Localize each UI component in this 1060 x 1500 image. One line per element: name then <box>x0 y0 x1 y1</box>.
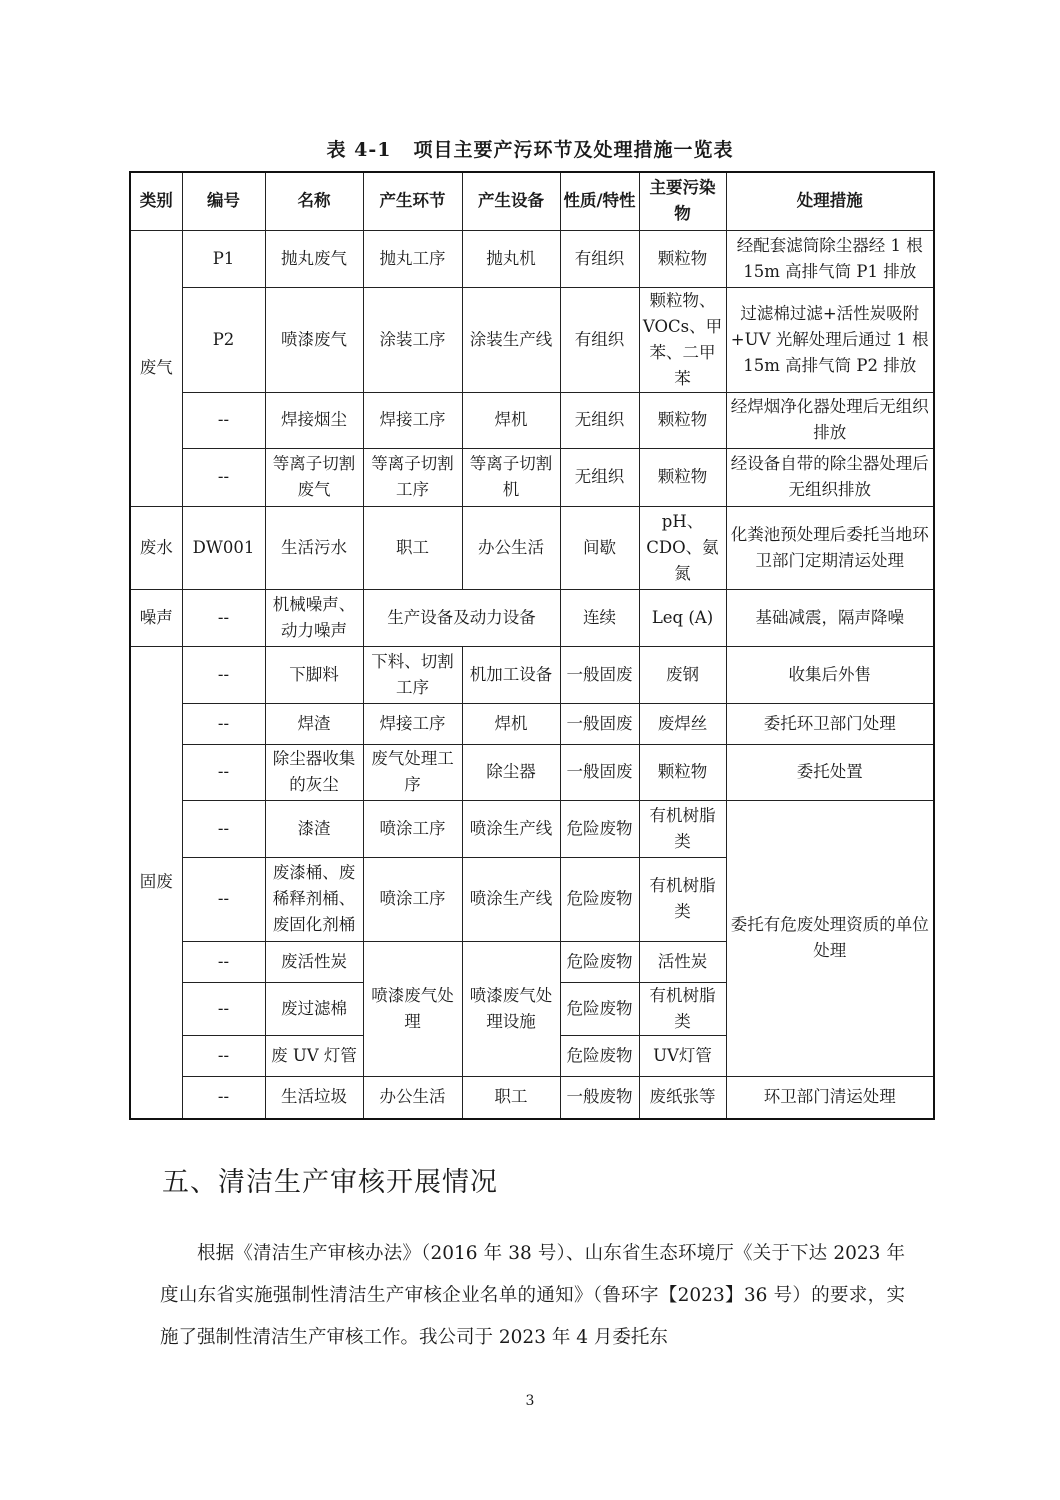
cell-source: 生产设备及动力设备 <box>363 589 560 646</box>
cell-code: -- <box>182 1035 265 1076</box>
header-process: 产生环节 <box>363 172 462 230</box>
cell-pollutant: 颗粒物 <box>639 744 726 800</box>
cell-equipment: 等离子切割机 <box>462 448 560 506</box>
cell-pollutant: 有机树脂类 <box>639 982 726 1035</box>
cell-code: -- <box>182 646 265 703</box>
cell-pollutant: 颗粒物 <box>639 392 726 448</box>
cell-code: -- <box>182 982 265 1035</box>
cell-measure-hazard: 委托有危废处理资质的单位处理 <box>726 800 934 1076</box>
cell-code: P2 <box>182 287 265 392</box>
table-row <box>130 1076 934 1119</box>
table-row <box>130 800 934 857</box>
cell-measure: 收集后外售 <box>726 646 934 703</box>
header-name: 名称 <box>265 172 363 230</box>
cell-nature: 危险废物 <box>560 857 639 941</box>
cell-process: 喷漆废气处理 <box>363 941 462 1076</box>
page-number: 3 <box>525 1393 535 1409</box>
cell-equipment: 涂装生产线 <box>462 287 560 392</box>
table-row <box>130 646 934 703</box>
category-solid: 固废 <box>130 646 182 1119</box>
section-paragraph: 根据《清洁生产审核办法》（2016 年 38 号）、山东省生态环境厅《关于下达 2023 年度山东省实施强制性清洁生产审核企业名单的通知》（鲁环字【2023】36 号）的要求，实施了强制性清洁生产审核工作。我公司于 2023 年 4 月委托东 <box>160 1243 905 1348</box>
cell-process: 喷涂工序 <box>363 800 462 857</box>
category-gas: 废气 <box>130 230 182 506</box>
cell-pollutant: 颗粒物、VOCs、甲苯、二甲苯 <box>639 287 726 392</box>
cell-name: 机械噪声、动力噪声 <box>265 589 363 646</box>
table-row <box>130 392 934 448</box>
table-caption-title: 项目主要产污环节及处理措施一览表 <box>413 139 734 161</box>
cell-pollutant: 废纸张等 <box>639 1076 726 1119</box>
table-row <box>130 703 934 744</box>
cell-nature: 有组织 <box>560 230 639 287</box>
cell-code: -- <box>182 589 265 646</box>
cell-name: 废过滤棉 <box>265 982 363 1035</box>
cell-equipment: 机加工设备 <box>462 646 560 703</box>
cell-process: 等离子切割工序 <box>363 448 462 506</box>
header-pollutant: 主要污染物 <box>639 172 726 230</box>
cell-name: 废 UV 灯管 <box>265 1035 363 1076</box>
cell-nature: 间歇 <box>560 506 639 589</box>
cell-measure: 经焊烟净化器处理后无组织排放 <box>726 392 934 448</box>
cell-nature: 连续 <box>560 589 639 646</box>
cell-equipment: 除尘器 <box>462 744 560 800</box>
cell-name: 废活性炭 <box>265 941 363 982</box>
cell-nature: 一般固废 <box>560 646 639 703</box>
header-equipment: 产生设备 <box>462 172 560 230</box>
cell-code: -- <box>182 800 265 857</box>
table-caption <box>0 135 1060 162</box>
cell-nature: 一般固废 <box>560 703 639 744</box>
cell-name: 喷漆废气 <box>265 287 363 392</box>
cell-nature: 一般固废 <box>560 744 639 800</box>
cell-measure: 化粪池预处理后委托当地环卫部门定期清运处理 <box>726 506 934 589</box>
cell-process: 涂装工序 <box>363 287 462 392</box>
cell-pollutant: 活性炭 <box>639 941 726 982</box>
cell-pollutant: 有机树脂类 <box>639 800 726 857</box>
header-category: 类别 <box>130 172 182 230</box>
category-noise: 噪声 <box>130 589 182 646</box>
cell-name: 焊渣 <box>265 703 363 744</box>
cell-equipment: 喷涂生产线 <box>462 857 560 941</box>
cell-process: 焊接工序 <box>363 392 462 448</box>
cell-equipment: 喷涂生产线 <box>462 800 560 857</box>
cell-name: 下脚料 <box>265 646 363 703</box>
section-heading: 五、清洁生产审核开展情况 <box>162 1167 498 1198</box>
cell-process: 废气处理工序 <box>363 744 462 800</box>
cell-nature: 无组织 <box>560 448 639 506</box>
cell-measure: 环卫部门清运处理 <box>726 1076 934 1119</box>
cell-measure: 委托处置 <box>726 744 934 800</box>
cell-name: 废漆桶、废稀释剂桶、废固化剂桶 <box>265 857 363 941</box>
cell-process: 办公生活 <box>363 1076 462 1119</box>
cell-pollutant: pH、CDO、氨氮 <box>639 506 726 589</box>
cell-nature: 危险废物 <box>560 941 639 982</box>
cell-pollutant: 有机树脂类 <box>639 857 726 941</box>
cell-nature: 有组织 <box>560 287 639 392</box>
cell-name: 生活垃圾 <box>265 1076 363 1119</box>
cell-code: -- <box>182 941 265 982</box>
cell-name: 等离子切割废气 <box>265 448 363 506</box>
cell-nature: 危险废物 <box>560 1035 639 1076</box>
cell-process: 抛丸工序 <box>363 230 462 287</box>
header-row <box>130 172 934 230</box>
cell-name: 焊接烟尘 <box>265 392 363 448</box>
header-nature: 性质/特性 <box>560 172 639 230</box>
cell-equipment: 办公生活 <box>462 506 560 589</box>
cell-name: 除尘器收集的灰尘 <box>265 744 363 800</box>
cell-nature: 一般废物 <box>560 1076 639 1119</box>
table-row <box>130 589 934 646</box>
cell-equipment: 焊机 <box>462 392 560 448</box>
cell-equipment: 喷漆废气处理设施 <box>462 941 560 1076</box>
pollution-table <box>129 171 935 1120</box>
table-row <box>130 744 934 800</box>
cell-equipment: 焊机 <box>462 703 560 744</box>
cell-process: 喷涂工序 <box>363 857 462 941</box>
cell-measure: 过滤棉过滤+活性炭吸附+UV 光解处理后通过 1 根 15m 高排气筒 P2 排放 <box>726 287 934 392</box>
cell-code: -- <box>182 392 265 448</box>
cell-name: 漆渣 <box>265 800 363 857</box>
cell-code: DW001 <box>182 506 265 589</box>
header-code: 编号 <box>182 172 265 230</box>
cell-pollutant: Leq (A) <box>639 589 726 646</box>
cell-measure: 经配套滤筒除尘器经 1 根 15m 高排气筒 P1 排放 <box>726 230 934 287</box>
table-row <box>130 506 934 589</box>
cell-name: 抛丸废气 <box>265 230 363 287</box>
cell-code: -- <box>182 448 265 506</box>
cell-process: 下料、切割工序 <box>363 646 462 703</box>
category-water: 废水 <box>130 506 182 589</box>
cell-nature: 危险废物 <box>560 800 639 857</box>
cell-pollutant: 颗粒物 <box>639 448 726 506</box>
cell-code: -- <box>182 744 265 800</box>
cell-process: 职工 <box>363 506 462 589</box>
table-row <box>130 448 934 506</box>
cell-pollutant: 废焊丝 <box>639 703 726 744</box>
header-measure: 处理措施 <box>726 172 934 230</box>
cell-pollutant: UV灯管 <box>639 1035 726 1076</box>
cell-process: 焊接工序 <box>363 703 462 744</box>
table-caption-number: 表 4-1 <box>326 139 392 161</box>
cell-code: -- <box>182 703 265 744</box>
cell-code: P1 <box>182 230 265 287</box>
table-row <box>130 287 934 392</box>
cell-measure: 委托环卫部门处理 <box>726 703 934 744</box>
cell-pollutant: 废钢 <box>639 646 726 703</box>
cell-code: -- <box>182 1076 265 1119</box>
cell-measure: 基础减震，隔声降噪 <box>726 589 934 646</box>
cell-name: 生活污水 <box>265 506 363 589</box>
cell-measure: 经设备自带的除尘器处理后无组织排放 <box>726 448 934 506</box>
cell-equipment: 抛丸机 <box>462 230 560 287</box>
table-row <box>130 230 934 287</box>
cell-code: -- <box>182 857 265 941</box>
cell-nature: 危险废物 <box>560 982 639 1035</box>
cell-pollutant: 颗粒物 <box>639 230 726 287</box>
cell-equipment: 职工 <box>462 1076 560 1119</box>
cell-nature: 无组织 <box>560 392 639 448</box>
